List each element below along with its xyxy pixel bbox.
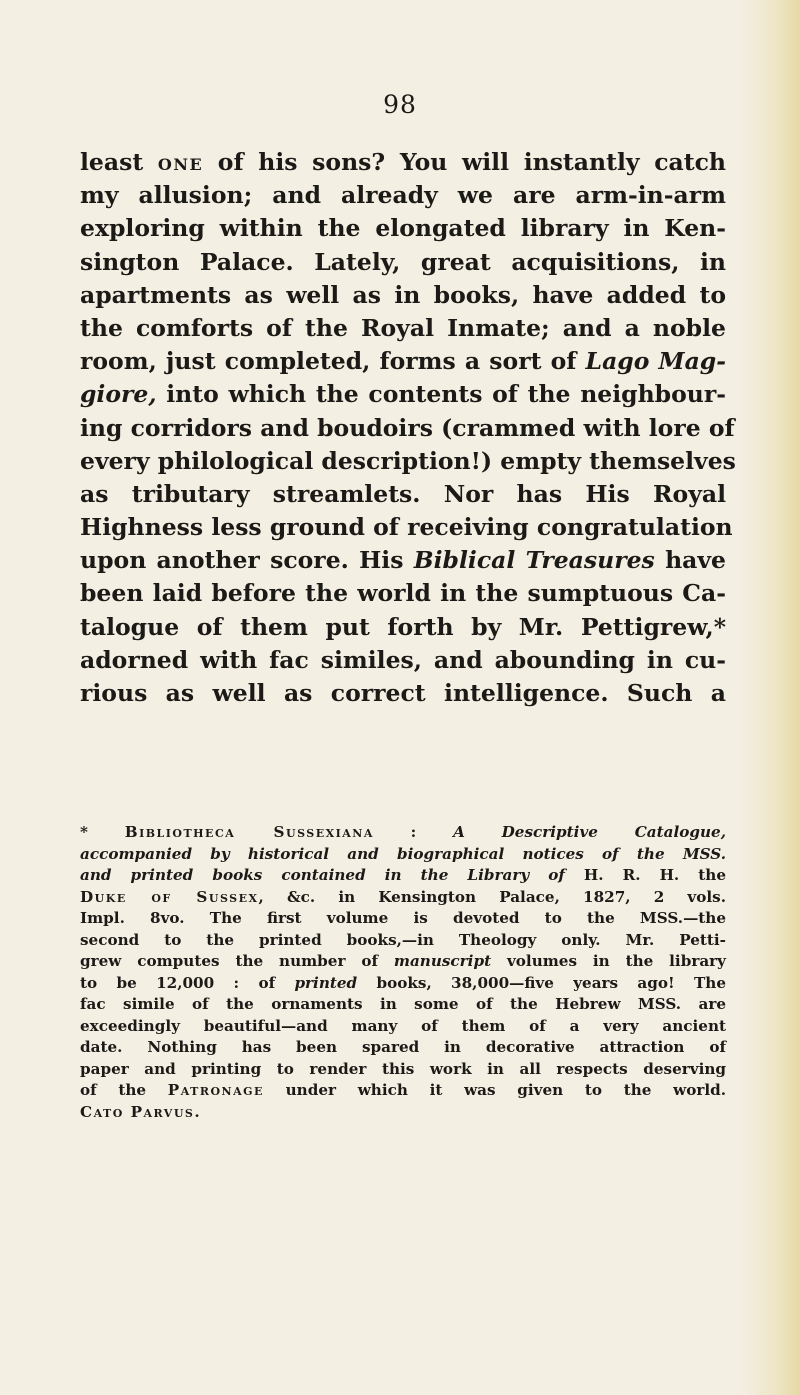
page-number: 98 (383, 90, 417, 119)
text-segment: my allusion; and already we are arm-in-arm (80, 181, 726, 210)
text-segment: exceedingly beautiful—and many of them of a very ancient (80, 1016, 726, 1035)
text-segment: to be 12,000 : of (80, 973, 295, 992)
text-segment: as tributary streamlets. Nor has His Royal (80, 479, 726, 508)
text-line (80, 544, 726, 577)
footnote-line (80, 1102, 726, 1124)
text-segment: giore, (80, 380, 157, 409)
text-segment: Patronage (167, 1081, 264, 1099)
text-segment: apartments as well as in books, have added to (80, 280, 726, 309)
footnote-line (80, 1037, 726, 1059)
text-line (80, 445, 736, 478)
text-segment: adorned with fac similes, and abounding in cu- (80, 645, 726, 674)
text-segment: , &c. in Kensington Palace, 1827, 2 vols. (258, 887, 726, 906)
text-segment: ing corridors and boudoirs (crammed with lore of (80, 413, 735, 442)
text-line (80, 577, 726, 610)
footnote-line (80, 887, 726, 909)
body-text (80, 146, 736, 710)
text-segment: exploring within the elongated library in Ken- (80, 214, 726, 243)
footnote-line (80, 865, 726, 887)
text-line (80, 345, 726, 378)
text-line (80, 412, 735, 445)
text-segment: Bibliotheca Sussexiana (124, 823, 374, 841)
text-segment: fac simile of the ornaments in some of the Hebrew MSS. are (80, 995, 726, 1013)
text-segment: have (654, 546, 726, 575)
text-segment: grew computes the number of (80, 952, 394, 970)
text-segment: * (80, 823, 125, 841)
text-segment: date. Nothing has been spared in decorative attraction of (80, 1038, 726, 1056)
text-segment: A Descriptive Catalogue, (453, 823, 727, 841)
text-segment: under which it was given to the world. (263, 1081, 726, 1099)
text-segment: upon another score. His (80, 546, 414, 575)
text-segment: the comforts of the Royal Inmate; and a noble (80, 313, 726, 342)
text-segment: into which the contents of the neighbour- (156, 380, 726, 409)
text-segment: H. R. H. the (564, 866, 726, 884)
text-line (80, 279, 726, 312)
text-line (80, 246, 726, 279)
footnote-line (80, 973, 726, 995)
text-line (80, 611, 726, 644)
text-line (80, 677, 726, 710)
text-line (80, 644, 726, 677)
text-segment: paper and printing to render this work in all respects deserving (80, 1059, 726, 1078)
text-segment: second to the printed books,—in Theology only. Mr. Petti- (80, 930, 726, 949)
text-line (80, 478, 726, 511)
footnote (80, 822, 726, 1123)
text-line (80, 146, 726, 179)
text-segment: Lago Mag- (585, 347, 726, 376)
text-segment: Duke of Sussex (80, 887, 259, 906)
text-segment: one (157, 148, 204, 176)
text-segment: of his sons? You will instantly catch (203, 148, 726, 176)
footnote-line (80, 1016, 726, 1038)
text-segment: rious as well as correct intelligence. Such a (80, 679, 726, 707)
text-line (80, 212, 726, 245)
text-segment: volumes in the library (491, 952, 726, 970)
footnote-line (80, 822, 726, 844)
page-edge-shadow (740, 0, 800, 1395)
text-segment: Highness less ground of receiving congratulation (80, 513, 733, 542)
text-line (80, 179, 726, 212)
text-segment: Cato Parvus. (80, 1102, 202, 1121)
footnote-line (80, 908, 726, 930)
text-segment: least (80, 148, 158, 176)
text-segment: books, 38,000—five years ago! The (357, 973, 726, 992)
text-segment: room, just completed, forms a sort of (80, 347, 586, 376)
text-segment: printed (294, 973, 358, 992)
text-segment: : (373, 823, 454, 841)
text-line (80, 378, 726, 411)
text-segment: sington Palace. Lately, great acquisitions, in (80, 247, 726, 276)
text-segment: been laid before the world in the sumptuous Ca- (80, 579, 726, 608)
footnote-line (80, 994, 726, 1016)
text-segment: Biblical Treasures (413, 546, 655, 575)
text-line (80, 312, 726, 345)
text-segment: talogue of them put forth by Mr. Pettigrew,* (80, 612, 726, 641)
footnote-line (80, 1059, 726, 1081)
footnote-line (80, 951, 726, 973)
text-segment: accompanied by historical and biographical notices of the MSS. (80, 844, 726, 863)
text-segment: every philological description!) empty themselves (80, 446, 736, 475)
footnote-line (80, 1080, 726, 1102)
text-segment: of the (80, 1081, 168, 1099)
text-line (80, 511, 733, 544)
text-segment: Impl. 8vo. The first volume is devoted to the MSS.—the (80, 909, 726, 927)
text-segment: manuscript (393, 952, 492, 970)
footnote-line (80, 930, 726, 952)
text-segment: and printed books contained in the Library of (80, 866, 565, 884)
footnote-line (80, 844, 726, 866)
